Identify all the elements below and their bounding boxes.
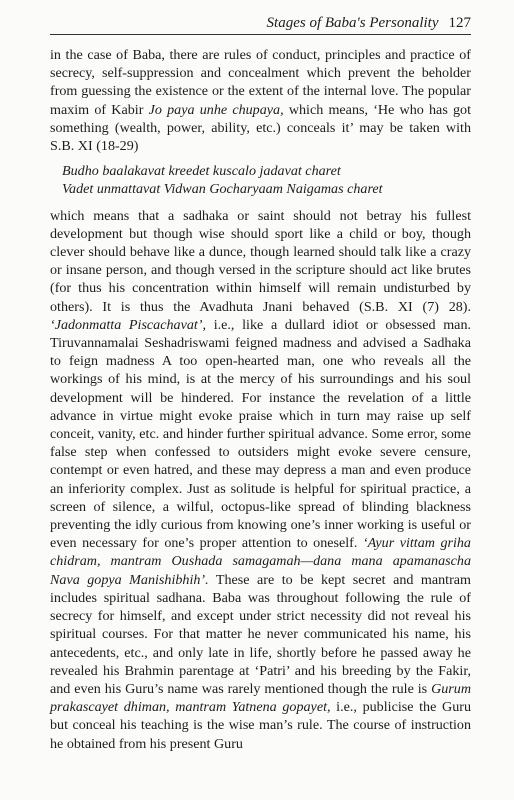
sanskrit-verse (62, 162, 471, 198)
paragraph-main (50, 207, 471, 753)
paragraph-intro-text-2: which means, ‘He who has got something (wealth, power, ability, etc.) conceals it’ may be taken with S.B. XI (18-29) (50, 101, 472, 155)
page-body (50, 46, 471, 753)
paragraph-main-text-4: i.e., publicise the Guru but conceal his teaching is the wise man’s rule. The course of instruction he obtained from his present Guru (50, 699, 471, 752)
paragraph-intro-text-1: in the case of Baba, there are rules of conduct, principles and practice of secrecy, self-suppression and concealment which prevent the beholder from guessing the existence or the extent of the internal love. The popular maxim of Kabir (50, 47, 471, 118)
paragraph-main-text-2: i.e., like a dullard idiot or obsessed man. Tiruvannamalai Seshadriswami feigned madness and advised a Sadhaka to feign madness A too open-hearted man, one who reveals all the workings of his mind, is at the mercy of his surroundings and his soul development will be hindered. For instance the revelation of a little advance in virtue might evoke praise which in turn may raise up self conceit, vanity, etc. and hinder further spiritual advance. Some error, some false step when confessed to outsiders might evoke severe censure, contempt or even hatred, and these may depress a man and even produce an inferiority complex. Just as solitude is helpful for spiritual practice, a screen of silence, a wilful, octopus-like spread of blinding blackness preventing the idly curious from knowing one’s inner working is useful or even necessary for one’s proper attention to oneself. (50, 316, 472, 552)
verse-line-2: Vadet unmattavat Vidwan Gocharyaam Naigamas charet (62, 181, 383, 198)
verse-line-1: Budho baalakavat kreedet kuscalo jadavat charet (62, 163, 341, 180)
paragraph-intro (50, 46, 471, 155)
page-number: 127 (448, 15, 471, 31)
paragraph-main-text-3: These are to be kept secret and mantram includes spiritual sadhana. Baba was throughout following the rule of secrecy for himself, and except under strict necessity did not reveal his spiritual courses. For that matter he never communicated his name, his antecedents, etc., and only late in life, shortly before he passed away he revealed his Brahmin parentage at ‘Patri’ and his breeding by the Fakir, and even his Guru’s name was rarely mentioned though the rule is (50, 571, 472, 697)
running-header (50, 14, 471, 35)
quote-ayur-vittam: ‘Ayur vittam griha chidram, mantram Oushada samagamah—dana mana apamanascha Nava gopya Manishibhih’. (50, 535, 471, 588)
quote-gurum-prakascayet: Gurum prakascayet dhiman, mantram Yatnena gopayet, (50, 680, 471, 716)
kabir-maxim: Jo paya unhe chupaya, (148, 101, 284, 118)
running-title: Stages of Baba's Personality (266, 15, 439, 31)
quote-jadonmatta: ‘Jadonmatta Piscachavat’, (50, 316, 207, 333)
paragraph-main-text-1: which means that a sadhaka or saint should not betray his fullest development but though wise should sport like a child or boy, though clever should behave like a dunce, though learned should talk like a crazy or insane person, and though versed in the scripture should act like brutes (for thus his concentration within himself will remain undisturbed by others). It is thus the Avadhuta Jnani behaved (S.B. XI (7) 28). (50, 207, 471, 315)
